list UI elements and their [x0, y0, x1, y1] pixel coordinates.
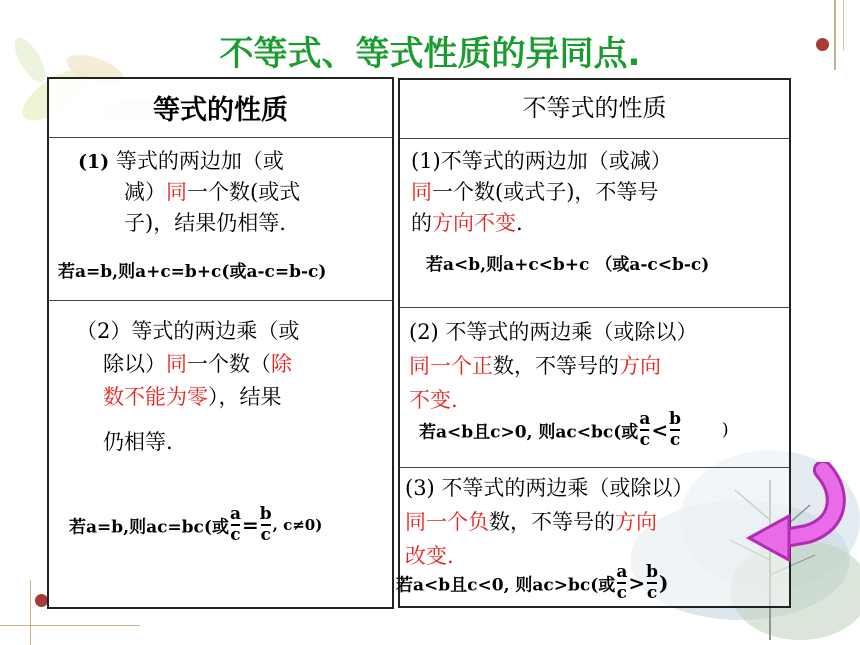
inequality-property-1-line2: 同一个数(或式子)，不等号 [411, 180, 659, 204]
divider [399, 467, 790, 468]
inequality-property-1: (1)不等式的两边加（或减） [411, 149, 672, 173]
fraction: $\frac{b}{c}$ [669, 409, 681, 450]
equality-example-1: 若a=b,则a+c=b+c(或a-c=b-c) [58, 262, 327, 282]
fraction: $\frac{a}{c}$ [229, 504, 241, 545]
item-number: (1) [78, 151, 110, 173]
fraction: $\frac{a}{c}$ [639, 409, 651, 450]
inequality-property-2: (2) 不等式的两边乘（或除以） [409, 320, 698, 344]
fraction: $\frac{a}{c}$ [616, 562, 628, 603]
equality-property-2-line4: 仍相等. [103, 430, 173, 454]
inequality-property-2-line2: 同一个正数，不等号的方向 [409, 354, 661, 378]
equality-property-2-line3: 数不能为零），结果 [103, 385, 282, 409]
fraction: $\frac{b}{c}$ [259, 504, 272, 545]
equality-property-1-line2: 减）同一个数(或式 [124, 180, 301, 204]
divider [48, 137, 393, 138]
inequality-property-3-line3: 改变. [405, 544, 454, 568]
divider [399, 307, 790, 308]
equality-property-1: (1) 等式的两边加（或 [78, 149, 284, 173]
equality-property-1-line3: 子)，结果仍相等. [124, 211, 286, 235]
inequality-example-1: 若a<b,则a+c<b+c （或a-c<b-c) [426, 255, 710, 275]
inequality-property-2-line3: 不变. [409, 388, 458, 412]
curved-arrow-icon [745, 462, 855, 572]
divider [48, 300, 393, 301]
equality-property-2-line2: 除以）同一个数（除 [103, 352, 292, 376]
inequality-example-2: 若a<b且c>0, 则ac<bc(或 $\frac{a}{c}$ < $\frac{b}{c}$ ) [419, 409, 729, 450]
inequality-property-3: (3) 不等式的两边乘（或除以） [405, 476, 694, 500]
fraction: $\frac{b}{c}$ [646, 562, 658, 603]
inequality-property-3-line2: 同一个负数，不等号的方向 [405, 510, 657, 534]
inequality-example-3: 若a<b且c<0, 则ac>bc(或 $\frac{a}{c}$ > $\frac{b}{c}$ ) [396, 562, 669, 603]
left-header: 等式的性质 [153, 95, 288, 126]
page-title: 不等式、等式性质的异同点. [219, 34, 641, 74]
inequality-property-1-line3: 的方向不变. [411, 211, 523, 235]
right-header: 不等式的性质 [522, 94, 667, 122]
equality-example-2: 若a=b,则ac=bc(或 $\frac{a}{c}$ = $\frac{b}{c}$ , c≠0) [69, 504, 323, 545]
divider [399, 138, 790, 139]
equality-property-2: （2）等式的两边乘（或 [76, 319, 300, 343]
